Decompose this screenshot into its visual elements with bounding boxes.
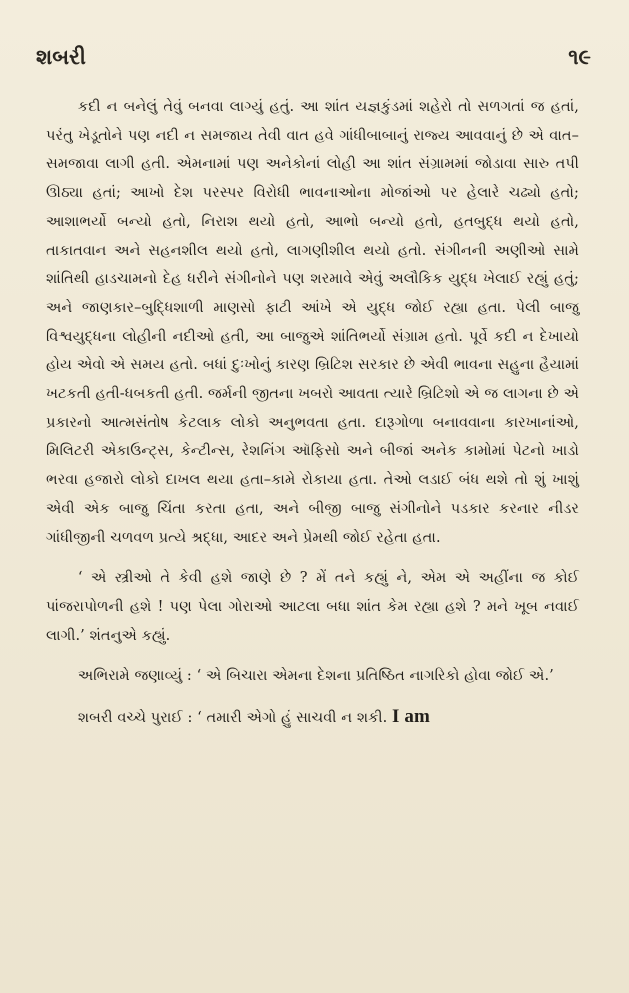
paragraph-text: શબરી વચ્ચે પુરાઈ : ‘ તમારી એગો હું સાચવી ન શકી. <box>77 710 388 727</box>
paragraph: કદી ન બનેલું તેવું બનવા લાગ્યું હતું. આ શાંત યજ્ઞકુંડમાં શહેરો તો સળગતાં જ હતાં, પરંતુ ખેડૂતોને પણ નદી ન સમજાય તેવી વાત હવે ગાંધીબાબાનું રાજ્ય આવવાનું છે એ વાત–સમજાવા લાગી હતી. એમનામાં પણ અનેકોનાં લોહી આ શાંત સંગ્રામમાં જોડાવા સારુ તપી ઊઠ્યા હતાં; આખો દેશ પરસ્પર વિરોધી ભાવનાઓના મોજાંઓ પર હેલારે ચઢ્યો હતો; આશાભર્યો બન્યો હતો, નિરાશ થયો હતો, આભો બન્યો હતો, હતબુદ્ધ થયો હતો, તાકાતવાન અને સહનશીલ થયો હતો, લાગણીશીલ થયો હતો. સંગીનની અણીઓ સામે શાંતિથી હાડચામનો દેહ ધરીને સંગીનોને પણ શરમાવે એવું અલૌકિક યુદ્ધ ખેલાઈ રહ્યું હતું; અને જાણકાર–બુદ્ધિશાળી માણસો ફાટી આંખે એ યુદ્ધ જોઈ રહ્યા હતા. પેલી બાજુ વિશ્વયુદ્ધના લોહીની નદીઓ હતી, આ બાજુએ શાંતિભર્યો સંગ્રામ હતો. પૂર્વે કદી ન દેખાયો હોય એવો એ સમય હતો. બધાં દુઃખોનું કારણ બ્રિટિશ સરકાર છે એવી ભાવના સહુના હૈયામાં ખટકતી હતી-ધબકતી હતી. જર્મની જીતના ખબરો આવતા ત્યારે બ્રિટિશો એ જ લાગના છે એ પ્રકારનો આત્મસંતોષ કેટલાક લોકો અનુભવતા હતા. દારૂગોળા બનાવવાના કારખાનાંઓ, મિલિટરી એકાઉન્ટ્સ, કેન્ટીન્સ, રેશનિંગ ઑફિસો અને બીજાં અનેક કામોમાં પેટનો ખાડો ભરવા હજારો લોકો દાખલ થયા હતા–કામે રોકાયા હતા. તેઓ લડાઈ બંધ થશે તો શું ખાશું એવી એક બાજુ ચિંતા કરતા હતા, અને બીજી બાજુ સંગીનોને પડકાર કરનાર નીડર ગાંધીજીની ચળવળ પ્રત્યે શ્રદ્ધા, આદર અને પ્રેમથી જોઈ રહેતા હતા. <box>46 99 579 546</box>
page-number: ૧૯ <box>568 44 591 69</box>
body-text <box>46 93 579 733</box>
paragraph: ‘ એ સ્ત્રીઓ તે કેવી હશે જાણે છે ? મેં તને કહ્યું ને, એમ એ અહીંના જ કોઈ પાંજરાપોળની હશે ! પણ પેલા ગોરાઓ આટલા બધા શાંત કેમ રહ્યા હશે ? મને ખૂબ નવાઈ લાગી.’ શંતનુએ કહ્યું. <box>46 570 579 644</box>
english-phrase: I am <box>392 706 430 728</box>
paragraph: અભિરામે જણાવ્યું : ‘ એ બિચારા એમના દેશના પ્રતિષ્ઠિત નાગરિકો હોવા જોઈ એ.’ <box>77 668 554 685</box>
page-header <box>36 44 591 84</box>
running-head: શબરી <box>36 44 86 69</box>
paragraph <box>46 703 579 733</box>
